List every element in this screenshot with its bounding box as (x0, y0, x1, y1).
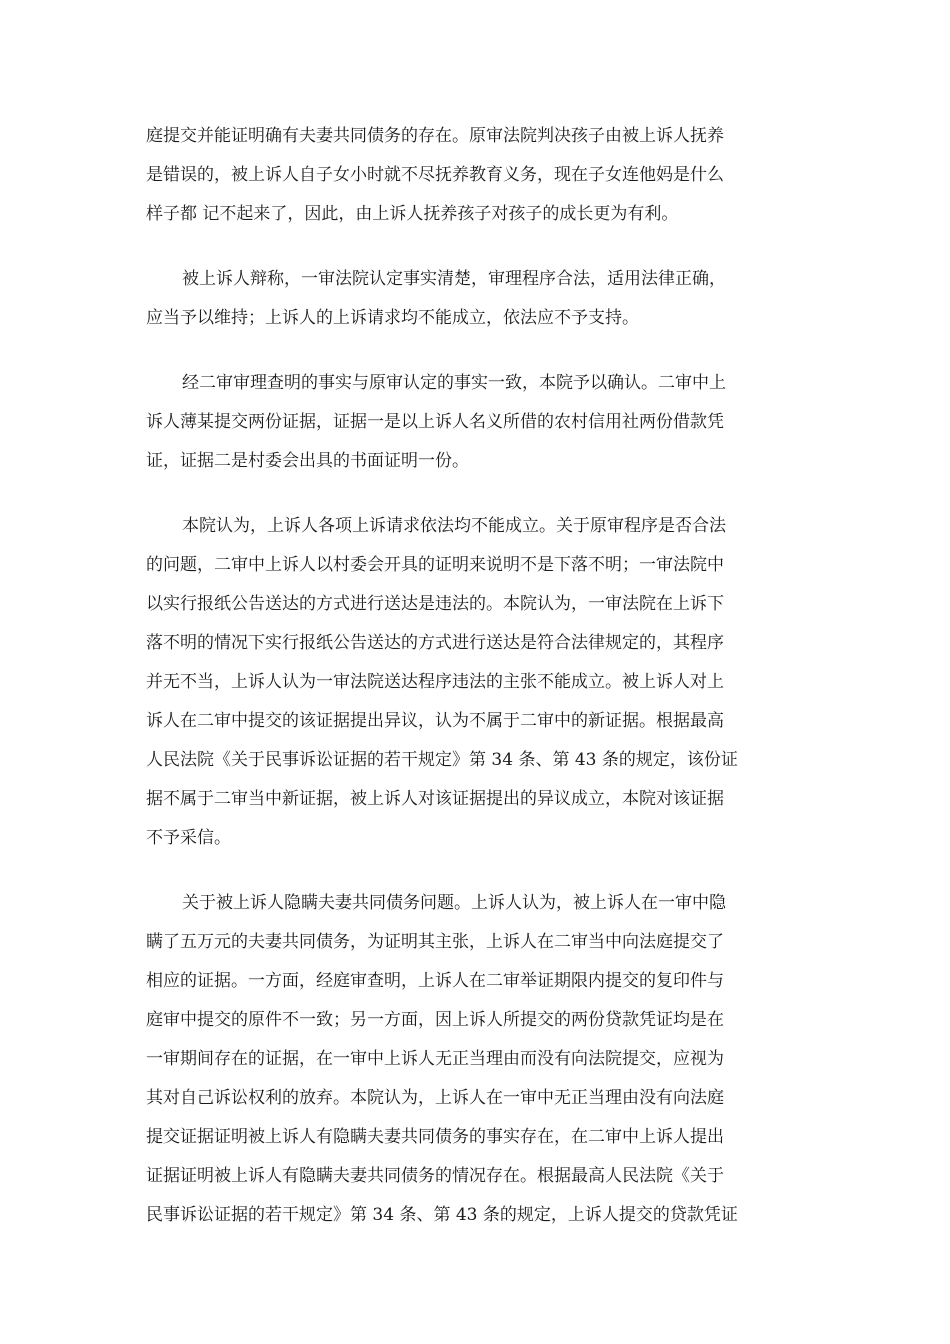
paragraph-4-line-5: 并无不当，上诉人认为一审法院送达程序违法的主张不能成立。被上诉人对上 (146, 672, 724, 692)
paragraph-1-line-3: 样子都 记不起来了，因此，由上诉人抚养孩子对孩子的成长更为有利。 (146, 204, 679, 224)
paragraph-5-line-4: 庭审中提交的原件不一致；另一方面，因上诉人所提交的两份贷款凭证均是在 (146, 1010, 724, 1030)
paragraph-4-line-1: 本院认为，上诉人各项上诉请求依法均不能成立。关于原审程序是否合法 (182, 516, 726, 536)
paragraph-3-line-2: 诉人薄某提交两份证据，证据一是以上诉人名义所借的农村信用社两份借款凭 (146, 412, 724, 432)
paragraph-4-line-4: 落不明的情况下实行报纸公告送达的方式进行送达是符合法律规定的，其程序 (146, 633, 724, 653)
paragraph-4-line-7: 人民法院《关于民事诉讼证据的若干规定》第 34 条、第 43 条的规定，该份证 (146, 750, 738, 770)
paragraph-5-line-8: 证据证明被上诉人有隐瞒夫妻共同债务的情况存在。根据最高人民法院《关于 (146, 1166, 724, 1186)
paragraph-5-line-3: 相应的证据。一方面，经庭审查明，上诉人在二审举证期限内提交的复印件与 (146, 971, 724, 991)
paragraph-4-line-2: 的问题，二审中上诉人以村委会开具的证明来说明不是下落不明；一审法院中 (146, 555, 724, 575)
paragraph-5-line-7: 提交证据证明被上诉人有隐瞒夫妻共同债务的事实存在，在二审中上诉人提出 (146, 1127, 724, 1147)
paragraph-2-line-2: 应当予以维持；上诉人的上诉请求均不能成立，依法应不予支持。 (146, 308, 639, 328)
paragraph-4-line-6: 诉人在二审中提交的该证据提出异议，认为不属于二审中的新证据。根据最高 (146, 711, 724, 731)
paragraph-4-line-8: 据不属于二审当中新证据，被上诉人对该证据提出的异议成立，本院对该证据 (146, 789, 724, 809)
paragraph-2-line-1: 被上诉人辩称，一审法院认定事实清楚，审理程序合法，适用法律正确， (182, 269, 726, 289)
paragraph-5-line-1: 关于被上诉人隐瞒夫妻共同债务问题。上诉人认为，被上诉人在一审中隐 (182, 893, 726, 913)
paragraph-4-line-3: 以实行报纸公告送达的方式进行送达是违法的。本院认为，一审法院在上诉下 (146, 594, 724, 614)
paragraph-4-line-9: 不予采信。 (146, 828, 231, 848)
paragraph-5-line-2: 瞒了五万元的夫妻共同债务，为证明其主张，上诉人在二审当中向法庭提交了 (146, 932, 724, 952)
paragraph-5-line-6: 其对自己诉讼权利的放弃。本院认为，上诉人在一审中无正当理由没有向法庭 (146, 1088, 724, 1108)
paragraph-3-line-3: 证，证据二是村委会出具的书面证明一份。 (146, 451, 469, 471)
paragraph-5-line-5: 一审期间存在的证据，在一审中上诉人无正当理由而没有向法院提交，应视为 (146, 1049, 724, 1069)
paragraph-1-line-1: 庭提交并能证明确有夫妻共同债务的存在。原审法院判决孩子由被上诉人抚养 (146, 126, 724, 146)
paragraph-3-line-1: 经二审审理查明的事实与原审认定的事实一致，本院予以确认。二审中上 (182, 373, 726, 393)
paragraph-1-line-2: 是错误的，被上诉人自子女小时就不尽抚养教育义务，现在子女连他妈是什么 (146, 165, 724, 185)
paragraph-5-line-9: 民事诉讼证据的若干规定》第 34 条、第 43 条的规定，上诉人提交的贷款凭证 (146, 1205, 738, 1225)
